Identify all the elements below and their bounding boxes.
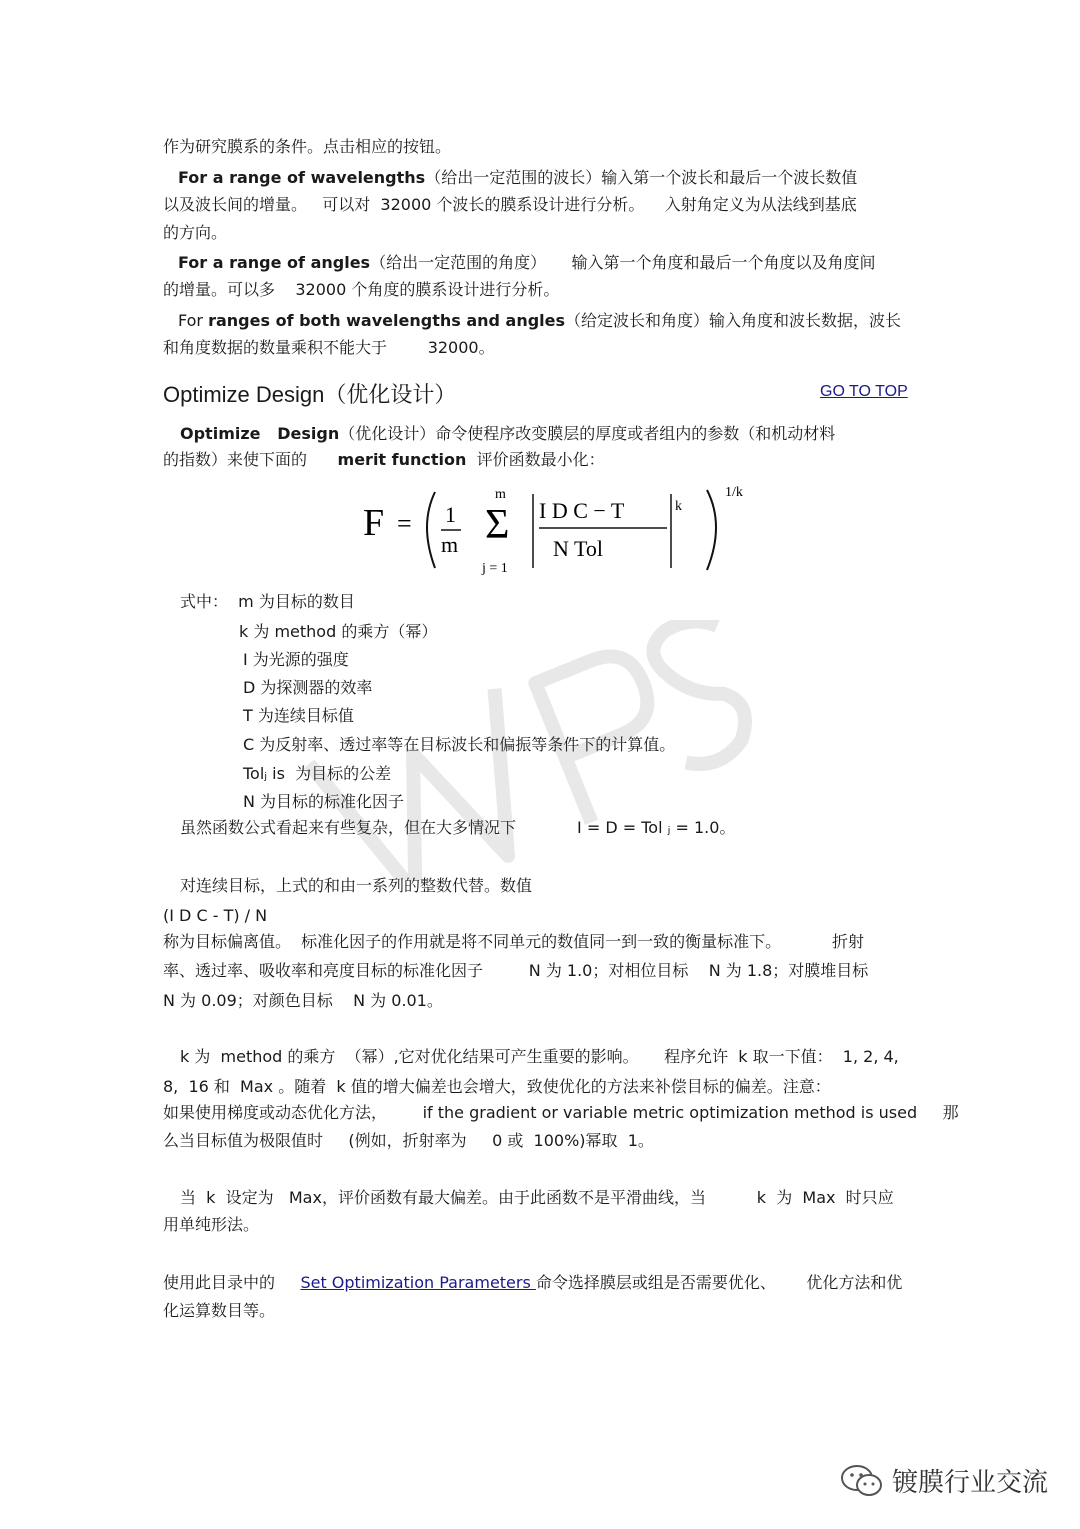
last-line-1 <box>163 1273 902 1293</box>
sum-sign: Σ <box>485 502 510 548</box>
both-rest: （给定波长和角度）输入角度和波长数据，波长 <box>565 311 902 330</box>
continuous-line-3: 称为目标偏离值。 标准化因子的作用就是将不同单元的数值同一到一致的衡量标准下。 折射 <box>163 932 865 951</box>
def-item: N 为目标的标准化因子 <box>243 792 405 811</box>
k-line-2: 8, 16 和 Max 。随着 k 值的增大偏差也会增大，致使优化的方法来补偿目标的偏差。注意： <box>163 1077 831 1096</box>
sum-top: m <box>495 487 506 502</box>
angle-line-2: 的增量。可以多 32000 个角度的膜系设计进行分析。 <box>163 280 560 299</box>
both-line-1 <box>178 311 901 331</box>
continuous-line-4: 率、透过率、吸收率和亮度目标的标准化因子 N 为 1.0；对相位目标 N 为 1.8；对膜堆目标 <box>163 961 869 980</box>
defs-label: 式中： m 为目标的数目 <box>180 592 355 611</box>
def-item: I 为光源的强度 <box>243 650 349 669</box>
optimize-line-1 <box>180 424 835 444</box>
wavelength-line-3: 的方向。 <box>163 223 228 242</box>
optimize-line2-pre: 的指数）来使下面的 <box>163 450 338 469</box>
merit-function-bold: merit function <box>337 450 467 469</box>
angle-rest: （给出一定范围的角度） 输入第一个角度和最后一个角度以及角度间 <box>370 253 876 272</box>
continuous-line-1: 对连续目标，上式的和由一系列的整数代替。数值 <box>180 876 533 895</box>
complex-line: 虽然函数公式看起来有些复杂，但在大多情况下 I = D = Tol ⱼ = 1.0。 <box>180 818 736 837</box>
k-line-1: k 为 method 的乘方 （幂）,它对优化结果可产生重要的影响。 程序允许 k 取一下值： 1, 2, 4, <box>180 1047 899 1066</box>
optimize-rest: （优化设计）命令使程序改变膜层的厚度或者组内的参数（和机动材料 <box>339 424 836 443</box>
last-line-2: 化运算数目等。 <box>163 1301 276 1320</box>
footer-text: 镀膜行业交流 <box>892 1468 1049 1498</box>
k-line-4: 么当目标值为极限值时 (例如，折射率为 0 或 100%)幂取 1。 <box>163 1131 654 1150</box>
section-title: Optimize Design（优化设计） <box>163 382 457 407</box>
def-item: T 为连续目标值 <box>243 706 354 725</box>
wavelength-rest: （给出一定范围的波长）输入第一个波长和最后一个波长数值 <box>425 168 858 187</box>
formula-denominator: N Tol <box>553 536 604 561</box>
optimize-line2-post: 评价函数最小化： <box>466 450 605 469</box>
sum-bottom: j = 1 <box>482 561 508 576</box>
set-optimization-parameters-link[interactable]: Set Optimization Parameters <box>300 1273 536 1292</box>
wavelength-bold: For a range of wavelengths <box>178 168 426 187</box>
wps-watermark <box>300 620 760 880</box>
both-bold: ranges of both wavelengths and angles <box>208 311 566 330</box>
def-item: Tolⱼ is 为目标的公差 <box>243 764 392 783</box>
merit-function-formula <box>355 480 755 580</box>
def-item: k 为 method 的乘方（幂） <box>239 622 438 641</box>
max-line-1: 当 k 设定为 Max，评价函数有最大偏差。由于此函数不是平滑曲线，当 k 为 Max 时只应 <box>180 1188 894 1207</box>
both-pre: For <box>178 311 209 330</box>
formula-exponent: 1/k <box>725 485 743 500</box>
def-item: D 为探测器的效率 <box>243 678 373 697</box>
left-paren <box>427 492 435 568</box>
last-post: 命令选择膜层或组是否需要优化、 优化方法和优 <box>535 1273 903 1292</box>
formula-m: m <box>441 532 459 557</box>
formula-equals: = <box>397 509 412 538</box>
last-pre: 使用此目录中的 <box>163 1273 301 1292</box>
both-line-2: 和角度数据的数量乘积不能大于 32000。 <box>163 338 495 357</box>
continuous-line-5: N 为 0.09；对颜色目标 N 为 0.01。 <box>163 991 443 1010</box>
wavelength-line-1 <box>178 168 857 188</box>
angle-line-1 <box>178 253 876 273</box>
optimize-line-2 <box>163 450 605 470</box>
def-item: C 为反射率、透过率等在目标波长和偏振等条件下的计算值。 <box>243 735 676 754</box>
watermark-w <box>309 689 554 880</box>
angle-bold: For a range of angles <box>178 253 371 272</box>
intro-line: 作为研究膜系的条件。点击相应的按钮。 <box>163 137 452 156</box>
max-line-2: 用单纯形法。 <box>163 1215 260 1234</box>
wavelength-line-2: 以及波长间的增量。 可以对 32000 个波长的膜系设计进行分析。 入射角定义为从法线到基底 <box>163 195 857 214</box>
right-paren <box>707 490 716 570</box>
optimize-bold: Optimize Design <box>180 424 340 443</box>
wechat-icon <box>840 1463 884 1499</box>
continuous-line-2: (I D C - T) / N <box>163 906 268 925</box>
k-line-3: 如果使用梯度或动态优化方法， if the gradient or variable metric optimization method is used 那 <box>163 1103 959 1122</box>
watermark-s <box>637 620 760 772</box>
go-to-top-link[interactable]: GO TO TOP <box>820 383 908 400</box>
formula-numerator: I D C − T <box>539 498 625 523</box>
formula-F: F <box>363 502 385 544</box>
formula-one: 1 <box>445 502 456 527</box>
footer-brand <box>840 1462 1048 1499</box>
formula-k: k <box>675 499 682 514</box>
